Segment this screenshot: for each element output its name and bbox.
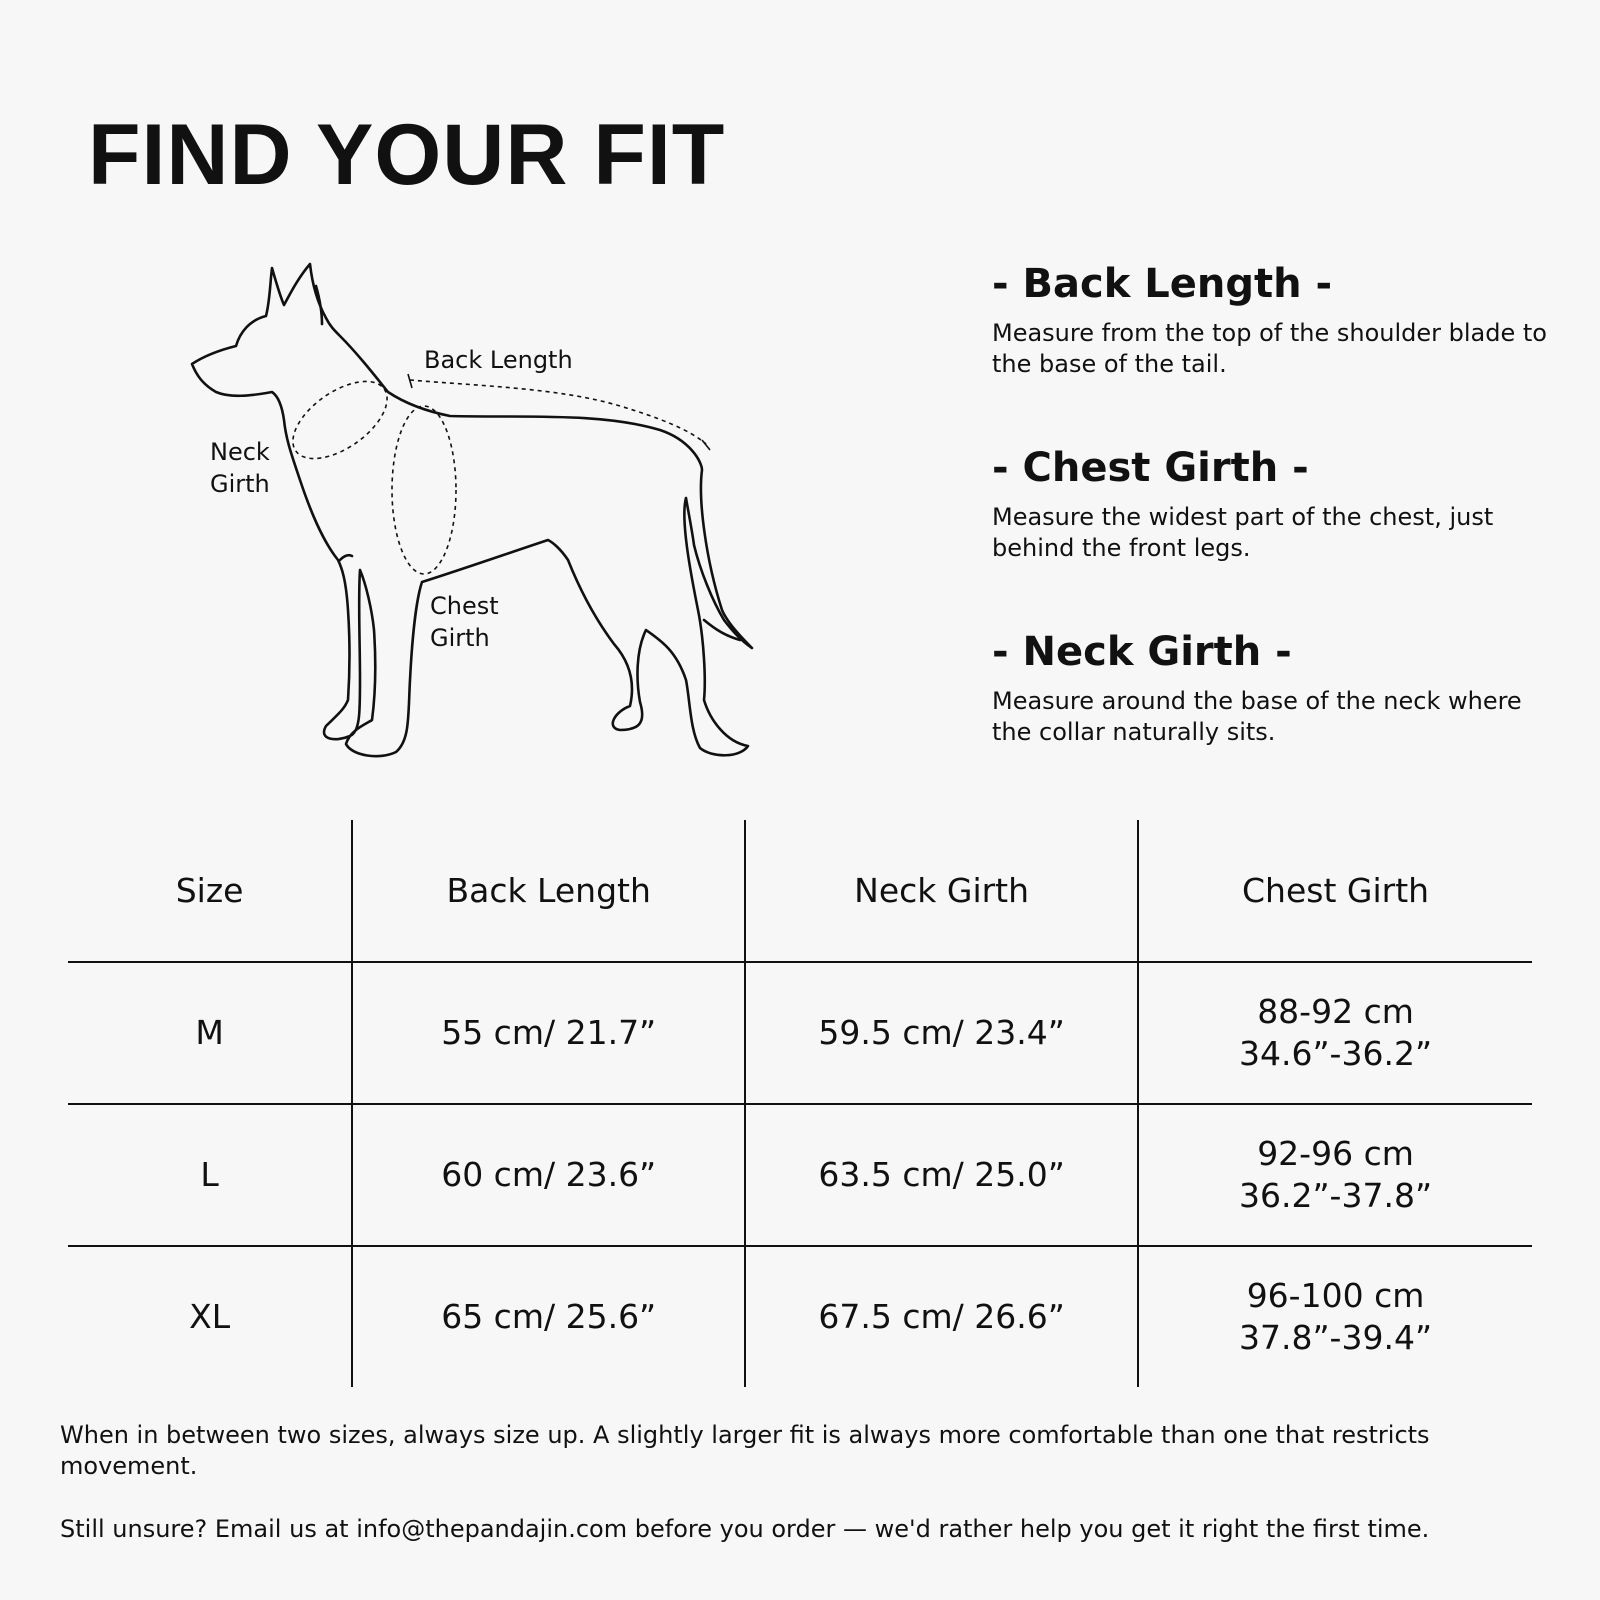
guide-back-length-heading: - Back Length - [992, 261, 1333, 307]
chest-girth-in: 34.6”-36.2” [1238, 1034, 1433, 1073]
table-header-row [68, 820, 1532, 963]
dog-outline-icon [192, 264, 752, 756]
chest-girth-cm: 96-100 cm [1246, 1276, 1425, 1315]
guide-chest-girth-text: Measure the widest part of the chest, just behind the front legs. [992, 503, 1494, 562]
guide-neck-girth-text: Measure around the base of the neck where the collar naturally sits. [992, 687, 1522, 746]
footnotes [60, 1420, 1550, 1545]
neck-girth-cell: 67.5 cm/ 26.6” [744, 1247, 1137, 1387]
chest-girth-in: 36.2”-37.8” [1238, 1176, 1433, 1215]
contact-note: Still unsure? Email us at info@thepandajin.com before you order — we'd rather help you get it right the first time. [60, 1515, 1430, 1543]
size-cell: M [195, 1013, 224, 1052]
chest-girth-cm: 92-96 cm [1257, 1134, 1414, 1173]
diagram-label-chest-girth-1: Chest [430, 592, 499, 620]
sizing-tip: When in between two sizes, always size up. A slightly larger fit is always more comfortable than one that restricts movement. [60, 1421, 1430, 1480]
guide-back-length-text: Measure from the top of the shoulder blade to the base of the tail. [992, 319, 1547, 378]
chest-girth-guide [392, 406, 456, 574]
diagram-label-neck-girth-2: Girth [210, 470, 270, 498]
chest-girth-cell [1137, 1247, 1532, 1387]
dog-measurement-diagram [150, 250, 790, 770]
back-length-guide [410, 380, 706, 444]
diagram-label-neck-girth-1: Neck [210, 438, 270, 466]
guide-chest-girth-heading: - Chest Girth - [992, 445, 1309, 491]
back-length-cell: 65 cm/ 25.6” [351, 1247, 744, 1387]
table-row [68, 963, 1532, 1105]
guide-neck-girth [992, 630, 1552, 748]
neck-girth-cell: 63.5 cm/ 25.0” [744, 1105, 1137, 1245]
chest-girth-cell [1137, 963, 1532, 1103]
back-length-cell: 60 cm/ 23.6” [351, 1105, 744, 1245]
header-neck-girth: Neck Girth [744, 820, 1137, 961]
table-row [68, 1247, 1532, 1387]
size-cell: XL [189, 1297, 231, 1336]
diagram-label-chest-girth-2: Girth [430, 624, 490, 652]
chest-girth-cell [1137, 1105, 1532, 1245]
page-title: FIND YOUR FIT [88, 107, 726, 203]
chest-girth-in: 37.8”-39.4” [1238, 1318, 1433, 1357]
table-row [68, 1105, 1532, 1247]
guide-chest-girth [992, 446, 1552, 564]
chest-girth-cm: 88-92 cm [1257, 992, 1414, 1031]
size-chart-table [68, 820, 1532, 1387]
neck-girth-cell: 59.5 cm/ 23.4” [744, 963, 1137, 1103]
neck-girth-guide [280, 366, 401, 474]
header-back-length: Back Length [351, 820, 744, 961]
header-chest-girth: Chest Girth [1137, 820, 1532, 961]
diagram-label-back-length: Back Length [424, 346, 573, 374]
header-size: Size [175, 870, 244, 910]
guide-neck-girth-heading: - Neck Girth - [992, 629, 1292, 675]
back-length-cell: 55 cm/ 21.7” [351, 963, 744, 1103]
guide-back-length [992, 262, 1552, 380]
size-cell: L [200, 1155, 219, 1194]
